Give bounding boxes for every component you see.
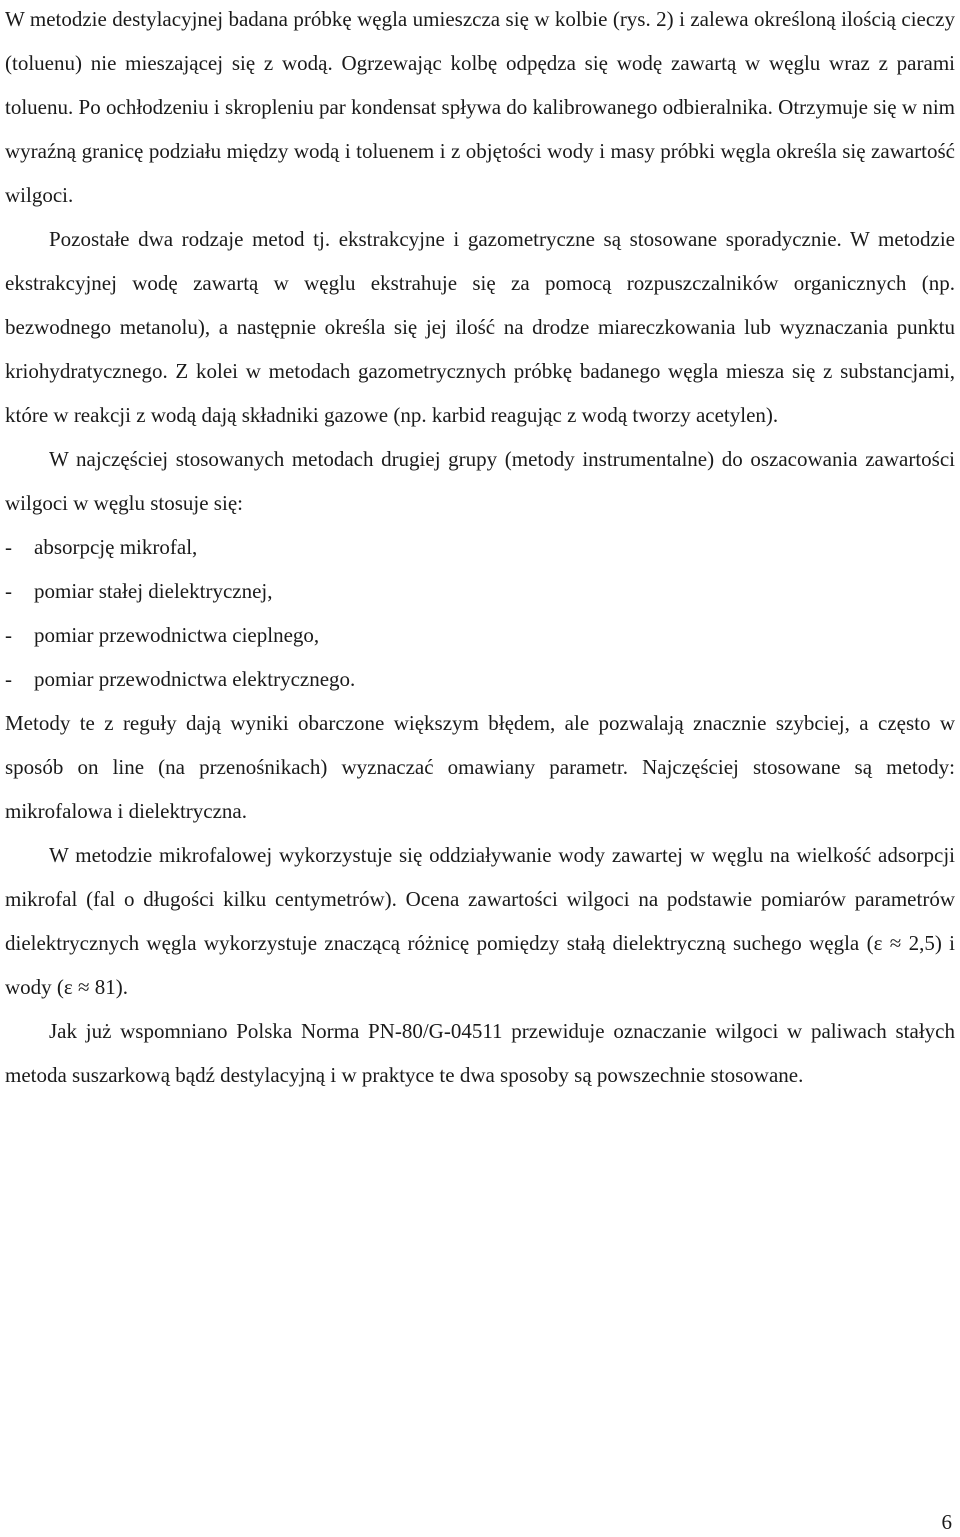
paragraph-polish-standard: Jak już wspomniano Polska Norma PN-80/G-04511 przewiduje oznaczanie wilgoci w paliwach stałych metoda suszarkową bądź destylacyjną i w praktyce te dwa sposoby są powszechnie stosowane.: [5, 1019, 955, 1087]
paragraph-other-methods: Pozostałe dwa rodzaje metod tj. ekstrakcyjne i gazometryczne są stosowane sporadycznie. W metodzie ekstrakcyjnej wodę zawartą w węglu ekstrahuje się za pomocą rozpuszczalników organicznych (np. bezwodnego metanolu), a następnie określa się jej ilość na drodze miareczkowania lub wyznaczania punktu kriohydratycznego. Z kolei w metodach gazometrycznych próbkę badanego węgla miesza się z substancjami, które w reakcji z wodą dają składniki gazowe (np. karbid reagując z wodą tworzy acetylen).: [5, 227, 955, 427]
list-dash: -: [5, 667, 12, 691]
list-item: [5, 613, 955, 657]
list-item: [5, 525, 955, 569]
list-item: [5, 569, 955, 613]
list-item-text: pomiar stałej dielektrycznej,: [34, 579, 273, 603]
list-item-text: pomiar przewodnictwa elektrycznego.: [34, 667, 356, 691]
list-item-text: pomiar przewodnictwa cieplnego,: [34, 623, 320, 647]
instrumental-methods-list: [5, 525, 955, 701]
page-number: 6: [941, 1510, 952, 1534]
paragraph-instrumental-summary: Metody te z reguły dają wyniki obarczone większym błędem, ale pozwalają znacznie szybciej, a często w sposób on line (na przenośnikach) wyznaczać omawiany parametr. Najczęściej stosowane są metody: mikrofalowa i dielektryczna.: [5, 711, 955, 823]
list-item: [5, 657, 955, 701]
paragraph-distillation-method: W metodzie destylacyjnej badana próbkę węgla umieszcza się w kolbie (rys. 2) i zalewa określoną ilością cieczy (toluenu) nie mieszającej się z wodą. Ogrzewając kolbę odpędza się wodę zawartą w węglu wraz z parami toluenu. Po ochłodzeniu i skropleniu par kondensat spływa do kalibrowanego odbieralnika. Otrzymuje się w nim wyraźną granicę podziału między wodą i toluenem i z objętości wody i masy próbki węgla określa się zawartość wilgoci.: [5, 7, 955, 207]
list-item-text: absorpcję mikrofal,: [34, 535, 198, 559]
list-dash: -: [5, 579, 12, 603]
paragraph-instrumental-intro: W najczęściej stosowanych metodach drugiej grupy (metody instrumentalne) do oszacowania zawartości wilgoci w węglu stosuje się:: [5, 447, 955, 515]
paragraph-microwave-method: W metodzie mikrofalowej wykorzystuje się oddziaływanie wody zawartej w węglu na wielkość adsorpcji mikrofal (fal o długości kilku centymetrów). Ocena zawartości wilgoci na podstawie pomiarów parametrów dielektrycznych węgla wykorzystuje znaczącą różnicę pomiędzy stałą dielektryczną suchego węgla (ε ≈ 2,5) i wody (ε ≈ 81).: [5, 843, 955, 999]
list-dash: -: [5, 623, 12, 647]
document-page: [5, 0, 955, 1097]
list-dash: -: [5, 535, 12, 559]
